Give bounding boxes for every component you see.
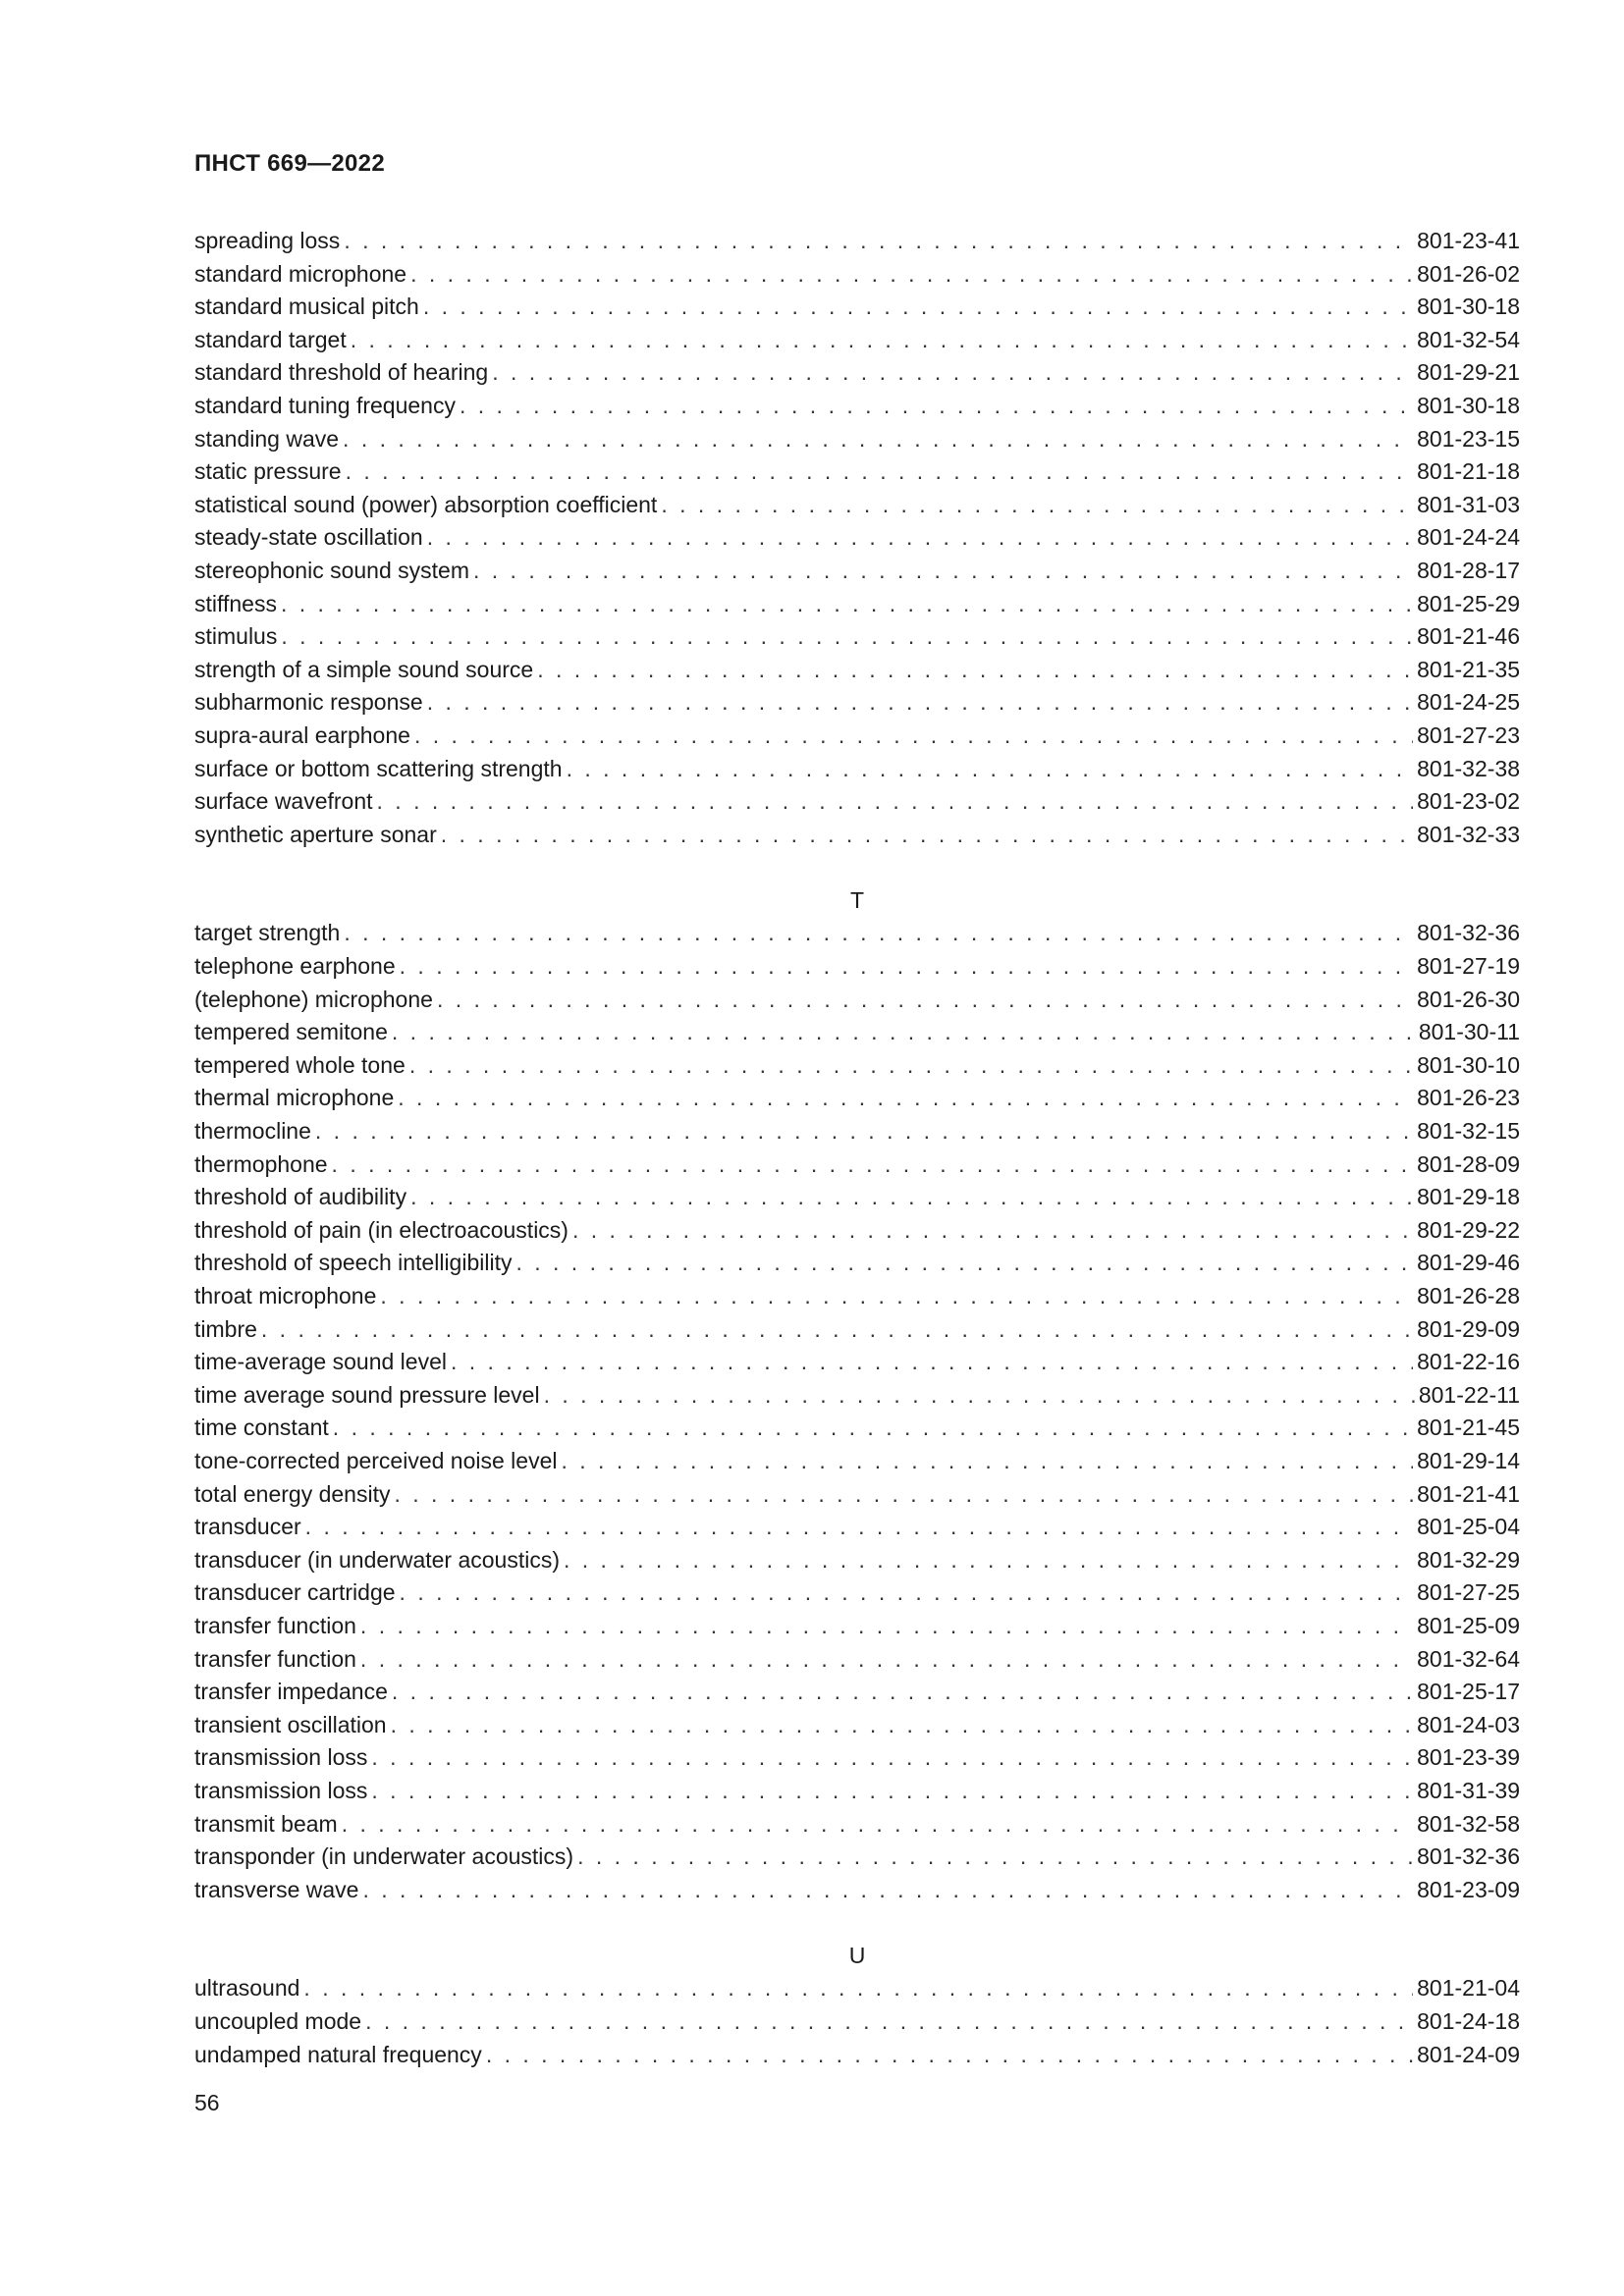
index-entry — [194, 555, 1520, 588]
entry-term: tempered whole tone — [194, 1051, 406, 1078]
dot-leader — [281, 588, 1413, 621]
entry-term: surface wavefront — [194, 788, 373, 815]
dot-leader — [344, 917, 1413, 950]
entry-code: 801-24-18 — [1417, 2008, 1520, 2035]
dot-leader — [315, 1115, 1413, 1148]
entry-term: transient oscillation — [194, 1711, 387, 1737]
entry-code: 801-30-11 — [1418, 1019, 1520, 1045]
dot-leader — [391, 1709, 1414, 1742]
entry-term: target strength — [194, 920, 341, 946]
entry-term: standard tuning frequency — [194, 392, 456, 418]
entry-code: 801-26-23 — [1417, 1085, 1520, 1111]
index-entry — [194, 1972, 1520, 2005]
dot-leader — [343, 423, 1413, 456]
entry-code: 801-23-15 — [1417, 425, 1520, 452]
index-entry — [194, 1775, 1520, 1808]
page-number: 56 — [194, 2090, 220, 2115]
index-entry — [194, 1049, 1520, 1083]
entry-code: 801-22-11 — [1418, 1381, 1520, 1408]
entry-code: 801-24-09 — [1417, 2041, 1520, 2067]
dot-leader — [564, 1544, 1413, 1577]
section-letter: U — [848, 1942, 866, 1968]
entry-term: transducer (in underwater acoustics) — [194, 1546, 560, 1573]
entry-code: 801-30-18 — [1417, 294, 1520, 320]
dot-leader — [567, 753, 1414, 786]
index-entry — [194, 356, 1520, 390]
index-entry — [194, 258, 1520, 292]
document-header: ПНСТ 669—2022 — [194, 150, 385, 177]
dot-leader — [577, 1841, 1413, 1874]
dot-leader — [394, 1478, 1413, 1512]
index-entry — [194, 1709, 1520, 1742]
entry-term: threshold of pain (in electroacoustics) — [194, 1216, 568, 1243]
dot-leader — [460, 390, 1413, 423]
entry-code: 801-31-39 — [1417, 1777, 1520, 1803]
entry-term: total energy density — [194, 1480, 391, 1507]
entry-term: throat microphone — [194, 1283, 377, 1308]
entry-term: time-average sound level — [194, 1349, 447, 1375]
entry-code: 801-24-03 — [1417, 1711, 1520, 1737]
index-entry — [194, 1148, 1520, 1182]
entry-term: standard musical pitch — [194, 294, 419, 320]
index-entry — [194, 1874, 1520, 1907]
index-entry — [194, 1412, 1520, 1445]
index-entry — [194, 1544, 1520, 1577]
index-entry — [194, 1610, 1520, 1643]
entry-term: timbre — [194, 1315, 257, 1342]
entry-code: 801-32-38 — [1417, 755, 1520, 781]
section-gap — [194, 1906, 1520, 1940]
entry-term: transducer cartridge — [194, 1579, 396, 1606]
entry-code: 801-21-46 — [1417, 623, 1520, 650]
entry-code: 801-21-04 — [1417, 1975, 1520, 2002]
dot-leader — [451, 1346, 1413, 1379]
entry-term: subharmonic response — [194, 689, 423, 716]
entry-code: 801-23-02 — [1417, 788, 1520, 815]
index-entry — [194, 521, 1520, 555]
entry-code: 801-29-18 — [1417, 1184, 1520, 1210]
index-entry — [194, 1676, 1520, 1709]
entry-term: time average sound pressure level — [194, 1381, 540, 1408]
entry-term: undamped natural frequency — [194, 2041, 482, 2067]
index-entry — [194, 1741, 1520, 1775]
entry-code: 801-26-02 — [1417, 260, 1520, 287]
index-entry — [194, 1247, 1520, 1280]
dot-leader — [261, 1313, 1413, 1347]
entry-code: 801-32-29 — [1417, 1546, 1520, 1573]
index-entry — [194, 1280, 1520, 1313]
index-entry — [194, 1808, 1520, 1842]
entry-code: 801-28-09 — [1417, 1150, 1520, 1177]
entry-code: 801-22-16 — [1417, 1349, 1520, 1375]
entry-term: strength of a simple sound source — [194, 656, 534, 682]
entry-code: 801-21-41 — [1417, 1480, 1520, 1507]
dot-leader — [561, 1445, 1413, 1478]
entry-code: 801-27-23 — [1417, 721, 1520, 748]
entry-term: stiffness — [194, 590, 277, 616]
section-gap — [194, 851, 1520, 884]
dot-leader — [305, 1511, 1413, 1544]
entry-code: 801-30-18 — [1417, 392, 1520, 418]
entry-term: transfer impedance — [194, 1679, 388, 1705]
dot-leader — [544, 1379, 1415, 1413]
dot-leader — [333, 1412, 1413, 1445]
index-entry — [194, 620, 1520, 654]
entry-term: transfer function — [194, 1612, 356, 1638]
dot-leader — [398, 1082, 1413, 1115]
entry-code: 801-23-41 — [1417, 228, 1520, 253]
entry-code: 801-23-39 — [1417, 1744, 1520, 1771]
entry-term: synthetic aperture sonar — [194, 821, 437, 847]
dot-leader — [572, 1214, 1413, 1248]
entry-term: thermocline — [194, 1118, 311, 1145]
entry-code: 801-29-46 — [1417, 1250, 1520, 1276]
index-entry — [194, 1445, 1520, 1478]
entry-code: 801-27-25 — [1417, 1579, 1520, 1606]
index-entry — [194, 455, 1520, 489]
entry-term: transducer — [194, 1514, 301, 1540]
index-entry — [194, 225, 1520, 258]
entry-code: 801-21-35 — [1417, 656, 1520, 682]
entry-code: 801-26-30 — [1417, 986, 1520, 1012]
entry-code: 801-32-33 — [1417, 821, 1520, 847]
entry-code: 801-32-36 — [1417, 1843, 1520, 1870]
entry-term: steady-state oscillation — [194, 524, 423, 551]
dot-leader — [332, 1148, 1414, 1182]
entry-code: 801-29-22 — [1417, 1216, 1520, 1243]
index-entry — [194, 1576, 1520, 1610]
entry-term: transfer function — [194, 1645, 356, 1672]
dot-leader — [427, 686, 1413, 720]
entry-code: 801-32-54 — [1417, 326, 1520, 352]
entry-term: transverse wave — [194, 1876, 359, 1902]
entry-code: 801-29-09 — [1417, 1315, 1520, 1342]
dot-leader — [380, 1280, 1413, 1313]
dot-leader — [344, 225, 1413, 258]
dot-leader — [365, 2005, 1413, 2039]
entry-code: 801-32-58 — [1417, 1810, 1520, 1837]
entry-term: transponder (in underwater acoustics) — [194, 1843, 574, 1870]
dot-leader — [377, 785, 1414, 819]
entry-term: transmit beam — [194, 1810, 338, 1837]
index-entry — [194, 324, 1520, 357]
entry-code: 801-29-21 — [1417, 359, 1520, 386]
entry-term: transmission loss — [194, 1777, 368, 1803]
entry-code: 801-25-09 — [1417, 1612, 1520, 1638]
entry-code: 801-26-28 — [1417, 1283, 1520, 1308]
dot-leader — [360, 1610, 1413, 1643]
index-entry — [194, 1115, 1520, 1148]
dot-leader — [515, 1247, 1413, 1280]
dot-leader — [486, 2039, 1413, 2072]
entry-term: ultrasound — [194, 1975, 300, 2002]
dot-leader — [371, 1741, 1413, 1775]
dot-leader — [427, 521, 1413, 555]
dot-leader — [423, 291, 1413, 324]
entry-code: 801-27-19 — [1417, 953, 1520, 980]
entry-code: 801-32-15 — [1417, 1118, 1520, 1145]
entry-code: 801-30-10 — [1417, 1051, 1520, 1078]
entry-term: standard microphone — [194, 260, 407, 287]
entry-term: (telephone) microphone — [194, 986, 433, 1012]
index-entry — [194, 984, 1520, 1017]
entry-term: spreading loss — [194, 228, 341, 253]
index-entry — [194, 291, 1520, 324]
entry-term: standard threshold of hearing — [194, 359, 489, 386]
dot-leader — [360, 1643, 1413, 1677]
index-entry — [194, 2039, 1520, 2072]
entry-term: static pressure — [194, 458, 342, 485]
dot-leader — [281, 620, 1413, 654]
index-entry — [194, 423, 1520, 456]
index-entry — [194, 1841, 1520, 1874]
entry-code: 801-24-24 — [1417, 524, 1520, 551]
entry-code: 801-23-09 — [1417, 1876, 1520, 1902]
dot-leader — [342, 1808, 1413, 1842]
index-entry — [194, 654, 1520, 687]
section-letter: T — [849, 886, 865, 913]
entry-code: 801-25-17 — [1417, 1679, 1520, 1705]
entry-term: tone-corrected perceived noise level — [194, 1447, 558, 1473]
index-entry — [194, 2005, 1520, 2039]
index-entry — [194, 1478, 1520, 1512]
index-entry — [194, 785, 1520, 819]
index-entry — [194, 1346, 1520, 1379]
entry-term: time constant — [194, 1415, 329, 1441]
dot-leader — [371, 1775, 1413, 1808]
entry-code: 801-28-17 — [1417, 557, 1520, 583]
index-entry — [194, 1313, 1520, 1347]
index-entry — [194, 1214, 1520, 1248]
entry-term: uncoupled mode — [194, 2008, 362, 2035]
entry-code: 801-21-18 — [1417, 458, 1520, 485]
dot-leader — [473, 555, 1413, 588]
entry-term: telephone earphone — [194, 953, 396, 980]
entry-term: threshold of speech intelligibility — [194, 1250, 513, 1276]
entry-term: stereophonic sound system — [194, 557, 469, 583]
entry-term: stimulus — [194, 623, 278, 650]
index-entry — [194, 819, 1520, 852]
dot-leader — [409, 1049, 1413, 1083]
dot-leader — [410, 258, 1413, 292]
dot-leader — [410, 1181, 1413, 1214]
dot-leader — [492, 356, 1413, 390]
entry-code: 801-29-14 — [1417, 1447, 1520, 1473]
index-entry — [194, 1082, 1520, 1115]
index-entry — [194, 720, 1520, 753]
index-entry — [194, 1643, 1520, 1677]
index-entry — [194, 588, 1520, 621]
index-entry — [194, 950, 1520, 984]
entry-term: statistical sound (power) absorption coefficient — [194, 491, 658, 517]
index-entry — [194, 1181, 1520, 1214]
dot-leader — [362, 1874, 1413, 1907]
dot-leader — [303, 1972, 1413, 2005]
dot-leader — [346, 455, 1414, 489]
dot-leader — [414, 720, 1413, 753]
dot-leader — [400, 950, 1414, 984]
entry-code: 801-32-36 — [1417, 920, 1520, 946]
entry-term: standard target — [194, 326, 347, 352]
dot-leader — [351, 324, 1413, 357]
index-entry — [194, 917, 1520, 950]
dot-leader — [392, 1676, 1413, 1709]
entry-code: 801-25-29 — [1417, 590, 1520, 616]
entry-code: 801-31-03 — [1417, 491, 1520, 517]
entry-term: threshold of audibility — [194, 1184, 407, 1210]
entry-code: 801-25-04 — [1417, 1514, 1520, 1540]
dot-leader — [392, 1016, 1415, 1049]
entry-term: thermophone — [194, 1150, 328, 1177]
dot-leader — [441, 819, 1413, 852]
entry-code: 801-21-45 — [1417, 1415, 1520, 1441]
index-entry — [194, 1379, 1520, 1413]
dot-leader — [661, 489, 1413, 522]
entry-code: 801-32-64 — [1417, 1645, 1520, 1672]
entry-term: transmission loss — [194, 1744, 368, 1771]
entry-term: surface or bottom scattering strength — [194, 755, 563, 781]
entry-code: 801-24-25 — [1417, 689, 1520, 716]
entry-term: standing wave — [194, 425, 340, 452]
index-entry — [194, 390, 1520, 423]
index-entry — [194, 1511, 1520, 1544]
entry-term: thermal microphone — [194, 1085, 395, 1111]
dot-leader — [400, 1576, 1414, 1610]
index-entry — [194, 1016, 1520, 1049]
index-list — [194, 225, 1520, 2071]
dot-leader — [437, 984, 1413, 1017]
index-entry — [194, 686, 1520, 720]
index-entry — [194, 753, 1520, 786]
entry-term: tempered semitone — [194, 1019, 388, 1045]
index-entry — [194, 489, 1520, 522]
dot-leader — [537, 654, 1413, 687]
entry-term: supra-aural earphone — [194, 721, 410, 748]
